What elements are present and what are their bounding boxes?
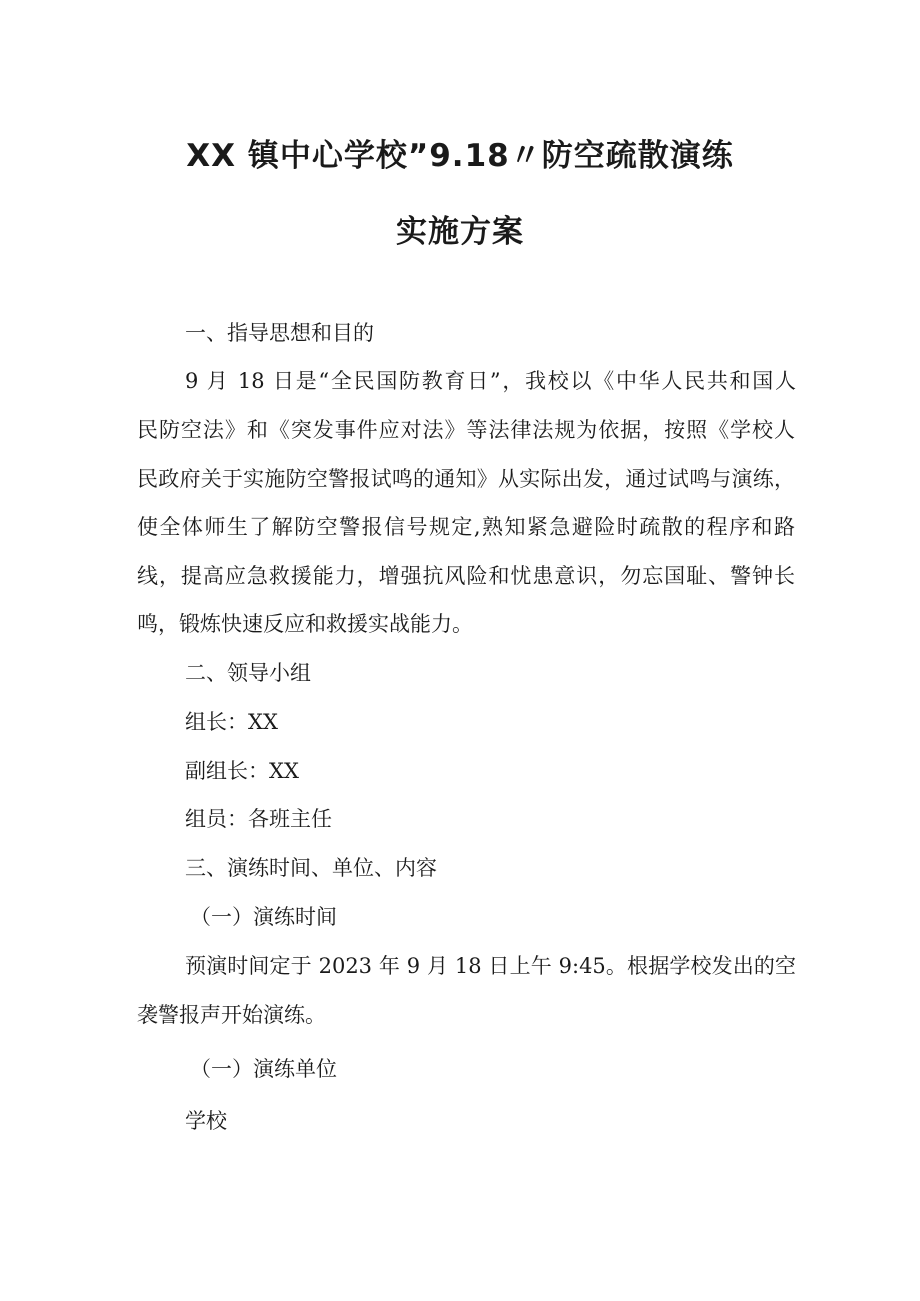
para1-line6: 鸣，锻炼快速反应和救援实战能力。 <box>137 612 473 636</box>
para2-line2: 袭警报声开始演练。 <box>137 1003 326 1027</box>
unit-line: 学校 <box>185 1109 227 1133</box>
members-line: 组员：各班主任 <box>185 807 332 831</box>
vice-leader-line: 副组长：XX <box>185 759 299 783</box>
para1-line5: 线，提高应急救援能力，增强抗风险和忧患意识，勿忘国耻、警钟长 <box>137 564 795 588</box>
section1-heading: 一、指导思想和目的 <box>185 321 374 345</box>
para1-line3: 民政府关于实施防空警报试鸣的通知》从实际出发，通过试鸣与演练， <box>137 467 795 491</box>
sub2-heading: （一）演练单位 <box>190 1057 337 1081</box>
para2-line1: 预演时间定于 2023 年 9 月 18 日上午 9:45。根据学校发出的空 <box>185 954 796 978</box>
sub1-heading: （一）演练时间 <box>190 905 337 929</box>
document-title-line1: XX 镇中心学校”9.18〃防空疏散演练 <box>186 138 734 174</box>
para1-line2: 民防空法》和《突发事件应对法》等法律法规为依据，按照《学校人 <box>137 418 795 442</box>
para1-line1: 9 月 18 日是“全民国防教育日”，我校以《中华人民共和国人 <box>185 369 796 393</box>
leader-line: 组长：XX <box>185 710 278 734</box>
document-title-line2: 实施方案 <box>396 214 524 250</box>
para1-line4: 使全体师生了解防空警报信号规定,熟知紧急避险时疏散的程序和路 <box>137 515 795 539</box>
section3-heading: 三、演练时间、单位、内容 <box>185 856 437 880</box>
section2-heading: 二、领导小组 <box>185 661 311 685</box>
